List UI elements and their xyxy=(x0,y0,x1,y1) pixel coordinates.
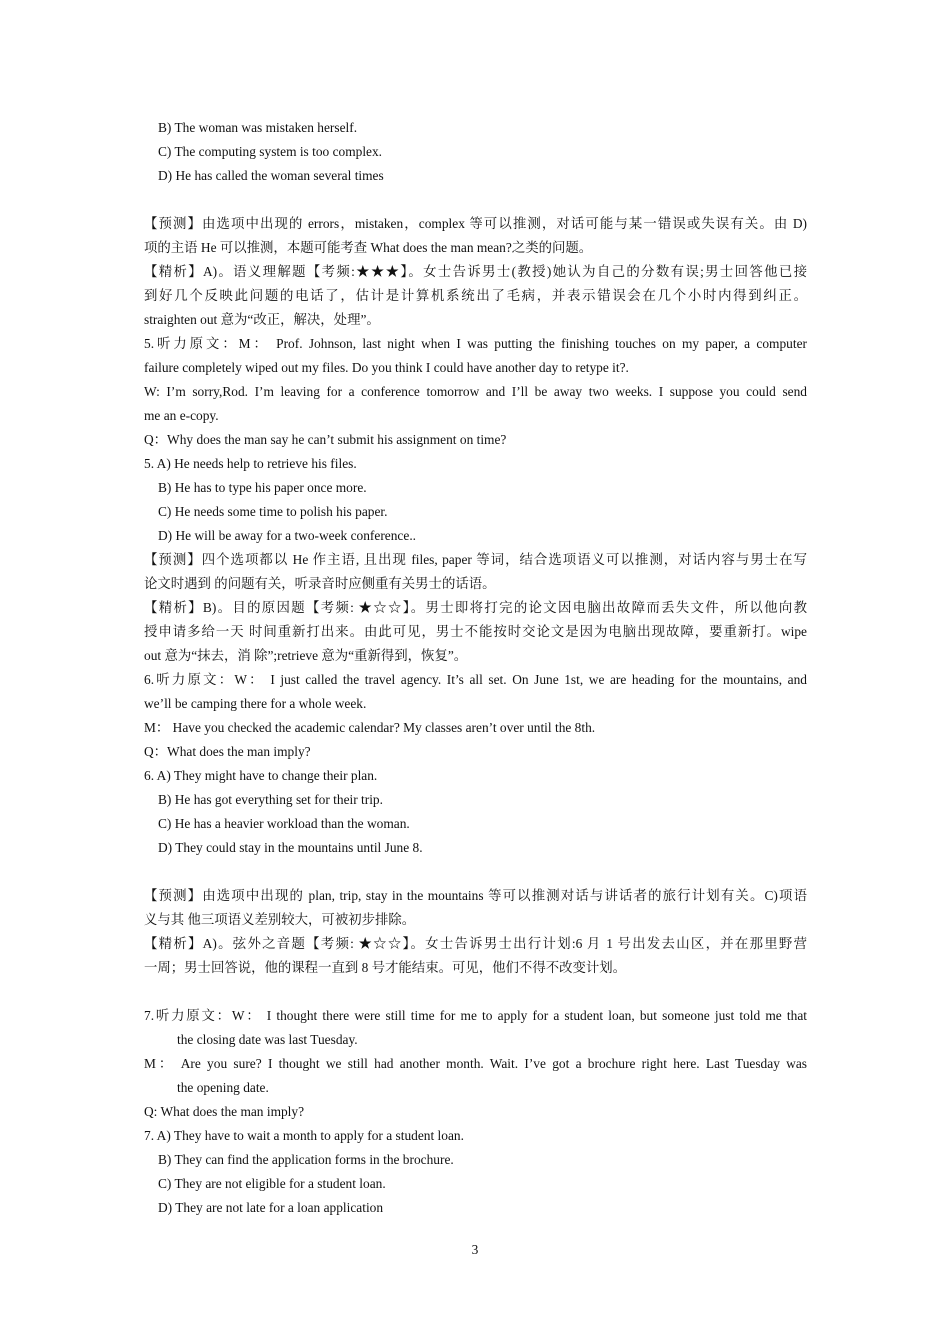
text-line: D) They are not late for a loan application xyxy=(158,1200,384,1215)
blank-line xyxy=(144,860,807,884)
text-line: 【预测】由选项中出现的 errors，mistaken，complex 等可以推测，对话可能与某一错误或失误有关。由 D) xyxy=(144,216,807,231)
text-line: we’ll be camping there for a whole week. xyxy=(144,696,367,711)
blank-line xyxy=(144,188,807,212)
text-line: 项的主语 He 可以推测，本题可能考查 What does the man mean?之类的问题。 xyxy=(144,240,593,255)
text-line: B) He has to type his paper once more. xyxy=(158,480,367,495)
text-line: Q：What does the man imply? xyxy=(144,744,311,759)
page-number: 3 xyxy=(471,1242,479,1257)
text-line: B) The woman was mistaken herself. xyxy=(158,120,358,135)
text-line: C) They are not eligible for a student loan. xyxy=(158,1176,386,1191)
text-line: 论文时遇到 的问题有关，听录音时应侧重有关男士的话语。 xyxy=(144,576,496,591)
text-line: 义与其 他三项语义差别较大，可被初步排除。 xyxy=(144,912,416,927)
text-line: C) He has a heavier workload than the woman. xyxy=(158,816,410,831)
text-line: C) The computing system is too complex. xyxy=(158,144,383,159)
text-line: 【预测】四个选项都以 He 作主语, 且出现 files, paper 等词，结合选项语义可以推测，对话内容与男士在写 xyxy=(144,552,807,567)
text-line: D) He has called the woman several times xyxy=(158,168,384,183)
page-body xyxy=(144,116,807,1220)
text-line: me an e-copy. xyxy=(144,408,219,423)
text-line: B) They can find the application forms in the brochure. xyxy=(158,1152,454,1167)
text-line: failure completely wiped out my files. Do you think I could have another day to retype it?. xyxy=(144,360,629,375)
text-line: 【预测】由选项中出现的 plan, trip, stay in the mountains 等可以推测对话与讲话者的旅行计划有关。C)项语 xyxy=(144,888,807,903)
text-line: the closing date was last Tuesday. xyxy=(177,1032,358,1047)
text-line: B) He has got everything set for their trip. xyxy=(158,792,383,807)
text-line: C) He needs some time to polish his paper. xyxy=(158,504,388,519)
text-line: 授申请多给一天 时间重新打出来。由此可见，男士不能按时交论文是因为电脑出现故障，要重新打。wipe xyxy=(144,624,807,639)
text-line: 【精析】B)。目的原因题【考频: ★☆☆】。男士即将打完的论文因电脑出故障而丢失文件，所以他向教 xyxy=(144,600,807,615)
text-line: 7.听力原文：W： I thought there were still time for me to apply for a student loan, but someone just told me that xyxy=(144,1008,807,1023)
text-line: D) He will be away for a two-week conference.. xyxy=(158,528,417,543)
text-line: Q：Why does the man say he can’t submit his assignment on time? xyxy=(144,432,507,447)
text-line: 到好几个反映此问题的电话了，估计是计算机系统出了毛病，并表示错误会在几个小时内得到纠正。 xyxy=(144,288,807,303)
text-line: M： Have you checked the academic calendar? My classes aren’t over until the 8th. xyxy=(144,720,596,735)
text-line: W: I’m sorry,Rod. I’m leaving for a conference tomorrow and I’ll be away two weeks. I suppose you could send xyxy=(144,384,807,399)
text-line: 5.听力原文：M： Prof. Johnson, last night when I was putting the finishing touches on my paper, a computer xyxy=(144,336,807,351)
text-line: M： Are you sure? I thought we still had another month. Wait. I’ve got a brochure right here. Last Tuesday was xyxy=(144,1056,807,1071)
text-line: 【精析】A)。弦外之音题【考频: ★☆☆】。女士告诉男士出行计划:6 月 1 号出发去山区，并在那里野营 xyxy=(144,936,807,951)
text-line: D) They could stay in the mountains until June 8. xyxy=(158,840,423,855)
text-line: 7. A) They have to wait a month to apply for a student loan. xyxy=(144,1128,464,1143)
text-line: the opening date. xyxy=(177,1080,269,1095)
text-line: 6.听力原文：W： I just called the travel agency. It’s all set. On June 1st, we are heading for the mountains, and xyxy=(144,672,807,687)
text-line: Q: What does the man imply? xyxy=(144,1104,305,1119)
text-line: 6. A) They might have to change their plan. xyxy=(144,768,378,783)
text-line: out 意为“抹去，消 除”;retrieve 意为“重新得到，恢复”。 xyxy=(144,648,468,663)
text-line: 5. A) He needs help to retrieve his files. xyxy=(144,456,357,471)
text-line: straighten out 意为“改正，解决，处理”。 xyxy=(144,312,380,327)
text-line: 【精析】A)。语义理解题【考频:★★★】。女士告诉男士(教授)她认为自己的分数有误;男士回答他已接 xyxy=(144,264,807,279)
text-line: 一周；男士回答说，他的课程一直到 8 号才能结束。可见，他们不得不改变计划。 xyxy=(144,960,627,975)
blank-line xyxy=(144,980,807,1004)
